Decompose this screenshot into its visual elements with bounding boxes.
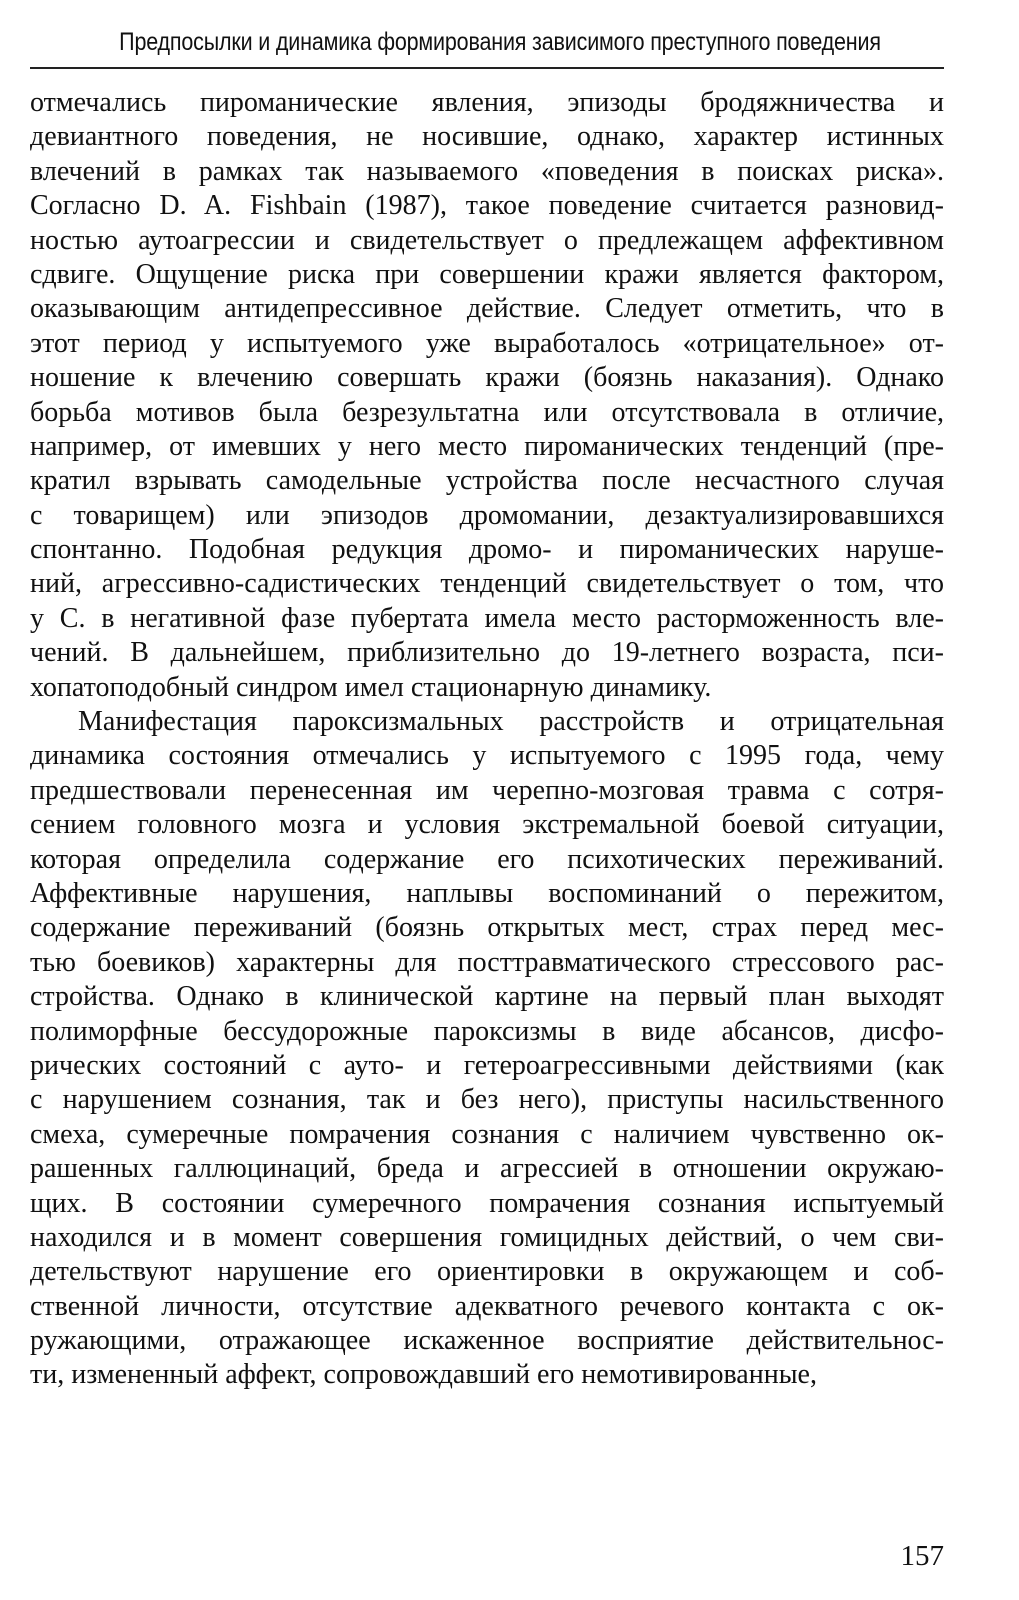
- text-line: стройства. Однако в клинической картине на первый план выходят: [30, 981, 944, 1013]
- text-line: щих. В состоянии сумеречного помрачения сознания испытуемый: [30, 1187, 944, 1219]
- text-line: содержание переживаний (боязнь открытых мест, страх перед мес-: [30, 912, 944, 944]
- text-line: сением головного мозга и условия экстремальной боевой ситуации,: [30, 809, 944, 841]
- text-line: ностью аутоагрессии и свидетельствует о предлежащем аффективном: [30, 224, 944, 256]
- text-line: рашенных галлюцинаций, бреда и агрессией в отношении окружаю-: [30, 1153, 944, 1185]
- text-line: Манифестация пароксизмальных расстройств и отрицательная: [78, 706, 944, 738]
- body-text: [30, 86, 944, 1393]
- text-line: спонтанно. Подобная редукция дромо- и пироманических наруше-: [30, 534, 944, 566]
- text-line: чений. В дальнейшем, приблизительно до 19-летнего возраста, пси-: [30, 637, 944, 669]
- text-line: детельствуют нарушение его ориентировки в окружающем и соб-: [30, 1256, 944, 1288]
- text-line: ственной личности, отсутствие адекватного речевого контакта с ок-: [30, 1290, 944, 1322]
- text-line: ружающими, отражающее искаженное восприятие действительнос-: [30, 1325, 944, 1357]
- text-line: динамика состояния отмечались у испытуемого с 1995 года, чему: [30, 740, 944, 772]
- text-line: отмечались пироманические явления, эпизоды бродяжничества и: [30, 87, 944, 118]
- text-line: которая определила содержание его психотических переживаний.: [30, 843, 944, 875]
- text-line: ний, агрессивно-садистических тенденций свидетельствует о том, что: [30, 568, 944, 600]
- text-line: например, от имевших у него место пироманических тенденций (пре-: [30, 430, 944, 462]
- running-header: Предпосылки и динамика формирования зависимого преступного поведения: [119, 28, 881, 56]
- text-line: оказывающим антидепрессивное действие. Следует отметить, что в: [30, 293, 944, 325]
- text-line: борьба мотивов была безрезультатна или отсутствовала в отличие,: [30, 396, 944, 428]
- text-line: у С. в негативной фазе пубертата имела место расторможенность вле-: [30, 602, 944, 634]
- text-line: сдвиге. Ощущение риска при совершении кражи является фактором,: [30, 258, 944, 290]
- text-line: кратил взрывать самодельные устройства после несчастного случая: [30, 465, 944, 497]
- text-line: тью боевиков) характерны для посттравматического стрессового рас-: [30, 946, 944, 978]
- text-line: рических состояний с ауто- и гетероагрессивными действиями (как: [30, 1049, 944, 1081]
- text-line: девиантного поведения, не носившие, однако, характер истинных: [30, 121, 944, 153]
- text-line: ношение к влечению совершать кражи (боязнь наказания). Однако: [30, 362, 944, 394]
- text-line: находился и в момент совершения гомицидных действий, о чем сви-: [30, 1221, 944, 1253]
- text-line: влечений в рамках так называемого «поведения в поисках риска».: [30, 155, 944, 187]
- text-line: этот период у испытуемого уже выработалось «отрицательное» от-: [30, 327, 944, 359]
- text-line: полиморфные бессудорожные пароксизмы в виде абсансов, дисфо-: [30, 1015, 944, 1047]
- text-line: ти, измененный аффект, сопровождавший его немотивированные,: [30, 1359, 817, 1391]
- text-line: с нарушением сознания, так и без него), приступы насильственного: [30, 1084, 944, 1116]
- text-line: с товарищем) или эпизодов дромомании, дезактуализировавшихся: [30, 499, 944, 531]
- page-number: 157: [900, 1540, 944, 1572]
- text-line: Аффективные нарушения, наплывы воспоминаний о пережитом,: [30, 877, 944, 909]
- header-rule: [30, 67, 944, 69]
- text-line: предшествовали перенесенная им черепно-мозговая травма с сотря-: [30, 774, 944, 806]
- text-line: хопатоподобный синдром имел стационарную динамику.: [30, 671, 712, 703]
- text-line: смеха, сумеречные помрачения сознания с наличием чувственно ок-: [30, 1118, 944, 1150]
- text-line: Согласно D. A. Fishbain (1987), такое поведение считается разновид-: [30, 190, 944, 222]
